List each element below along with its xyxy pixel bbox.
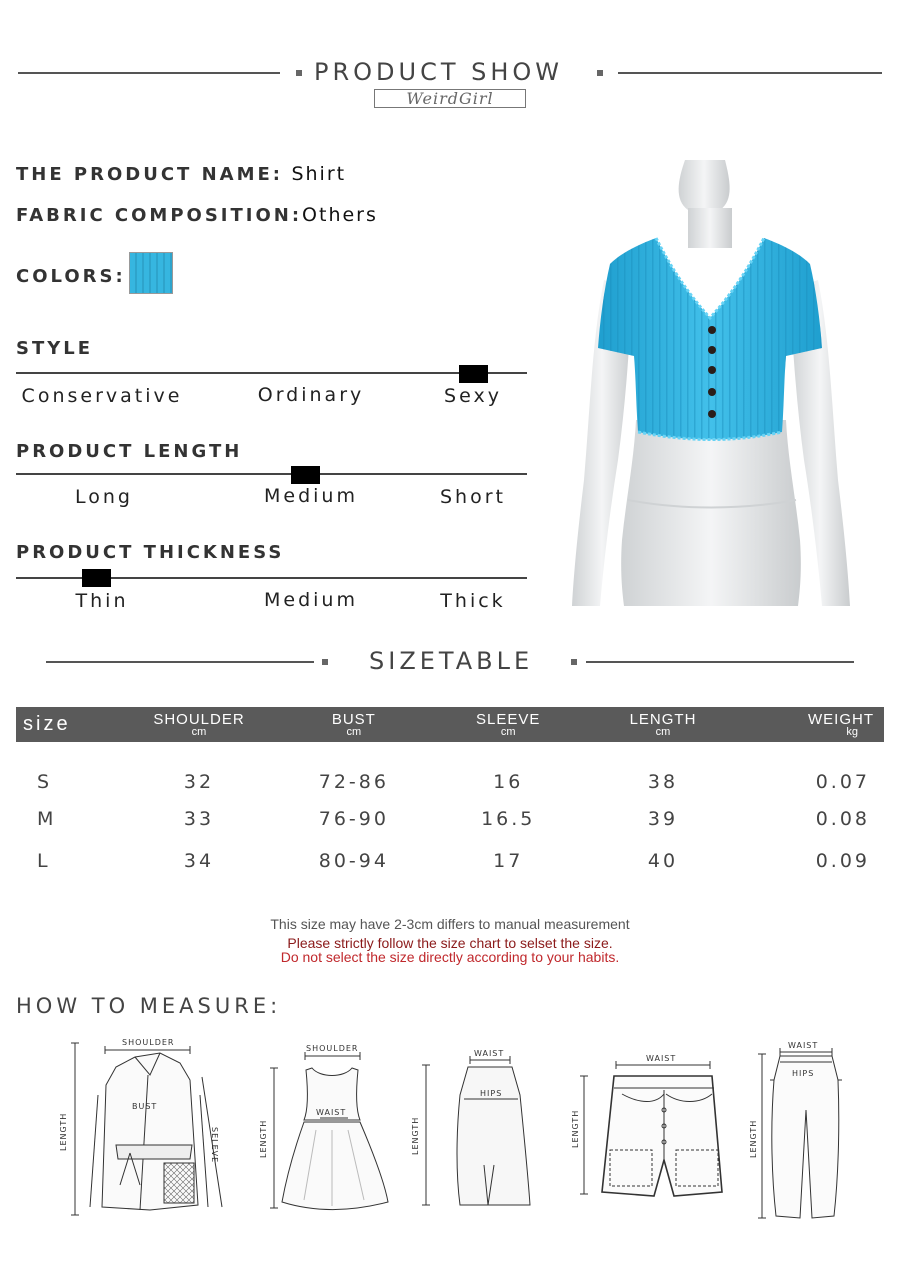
- header-rule-left: [18, 72, 280, 74]
- scale-option-selected: Sexy: [444, 385, 502, 407]
- table-row: [16, 838, 884, 884]
- size-column-header: size: [16, 707, 121, 742]
- product-photo: [570, 160, 852, 606]
- table-cell: 40: [647, 850, 679, 872]
- size-cell: S: [37, 770, 53, 793]
- hips-label: HIPS: [480, 1089, 503, 1098]
- column-header: [121, 707, 277, 742]
- table-cell: 0.07: [815, 770, 870, 793]
- shoulder-label: SHOULDER: [122, 1038, 175, 1047]
- scale-track: [16, 372, 527, 374]
- colors-label: COLORS:: [16, 266, 126, 287]
- waist-label: WAIST: [788, 1041, 819, 1050]
- length-label: LENGTH: [749, 1119, 758, 1158]
- scale-marker: [82, 569, 111, 587]
- scale-title: PRODUCT LENGTH: [16, 441, 243, 462]
- column-header: [277, 707, 431, 742]
- scale-option: Thick: [440, 590, 506, 612]
- table-row: [16, 742, 884, 800]
- jacket-measure-diagram: [60, 1035, 240, 1220]
- column-unit: cm: [500, 725, 516, 738]
- product-name-row: [16, 163, 346, 185]
- size-table-header: [16, 707, 884, 742]
- note-measurement: This size may have 2-3cm differs to manual measurement: [270, 916, 630, 932]
- table-cell: 32: [183, 770, 215, 793]
- table-cell: 76-90: [318, 808, 389, 830]
- sizetable-rule-left: [46, 661, 314, 663]
- header-rule-right: [618, 72, 882, 74]
- pants-measure-diagram: [748, 1040, 868, 1225]
- dress-measure-diagram: [260, 1040, 400, 1215]
- scale-option: Ordinary: [257, 384, 365, 406]
- sizetable-title: SIZETABLE: [369, 647, 534, 675]
- scale-title: PRODUCT THICKNESS: [16, 542, 285, 563]
- scale-track: [16, 473, 527, 475]
- brand-name: WeirdGirl: [406, 89, 494, 108]
- product-name-value: Shirt: [291, 163, 347, 185]
- table-cell: 34: [183, 850, 215, 872]
- table-cell: 33: [183, 808, 215, 830]
- header-bullet-left: [296, 70, 302, 76]
- table-cell: 16: [493, 770, 524, 793]
- blue-crop-shirt: [598, 238, 822, 440]
- fabric-label: FABRIC COMPOSITION:: [16, 205, 303, 226]
- column-header: [586, 707, 741, 742]
- product-name-label: THE PRODUCT NAME:: [16, 164, 283, 185]
- shorts-measure-diagram: [570, 1050, 730, 1200]
- scale-option: Long: [75, 486, 133, 508]
- table-cell: 0.09: [815, 850, 870, 872]
- how-to-measure-title: HOW TO MEASURE:: [16, 994, 282, 1018]
- note-habits: Do not select the size directly according to your habits.: [280, 949, 620, 965]
- column-header: [740, 707, 884, 742]
- page-title: PRODUCT SHOW: [314, 58, 564, 86]
- skirt-measure-diagram: [410, 1045, 550, 1215]
- column-name: LENGTH: [629, 710, 697, 728]
- column-unit: cm: [346, 725, 362, 738]
- sizetable-rule-right: [586, 661, 854, 663]
- scale-option-selected: Medium: [264, 485, 358, 507]
- column-unit: cm: [191, 725, 207, 738]
- table-row: [16, 800, 884, 838]
- hips-label: HIPS: [792, 1069, 815, 1078]
- column-name: SLEEVE: [476, 710, 541, 728]
- fabric-row: [16, 204, 378, 226]
- scale-title: STYLE: [16, 338, 94, 359]
- scale-option: Conservative: [21, 385, 183, 407]
- column-name: BUST: [331, 710, 376, 728]
- length-label: LENGTH: [259, 1119, 268, 1158]
- sizetable-bullet-right: [571, 659, 577, 665]
- waist-label: WAIST: [474, 1049, 505, 1058]
- fabric-value: Others: [302, 204, 378, 226]
- length-label: LENGTH: [59, 1112, 68, 1151]
- size-cell: L: [37, 850, 51, 872]
- sleeve-label: SELEVE: [210, 1127, 219, 1164]
- table-cell: 16.5: [481, 808, 536, 830]
- column-unit: cm: [655, 725, 671, 738]
- note-follow-chart: Please strictly follow the size chart to selset the size.: [287, 935, 613, 951]
- column-name: WEIGHT: [808, 710, 874, 728]
- shoulder-label: SHOULDER: [306, 1044, 359, 1053]
- waist-label: WAIST: [646, 1054, 677, 1063]
- size-table: [16, 707, 884, 884]
- table-cell: 80-94: [318, 850, 389, 872]
- table-cell: 0.08: [815, 808, 870, 830]
- scale-option: Short: [440, 486, 506, 508]
- header-bullet-right: [597, 70, 603, 76]
- column-name: SHOULDER: [153, 710, 245, 728]
- table-cell: 39: [647, 808, 679, 830]
- length-label: LENGTH: [411, 1116, 420, 1155]
- waist-label: WAIST: [316, 1108, 347, 1117]
- scale-option: Medium: [264, 589, 358, 611]
- scale-marker: [459, 365, 488, 383]
- sizetable-bullet-left: [322, 659, 328, 665]
- column-unit: kg: [846, 725, 858, 738]
- table-cell: 38: [647, 770, 679, 793]
- column-header: [431, 707, 586, 742]
- scale-option-selected: Thin: [75, 590, 129, 612]
- bust-label: BUST: [132, 1102, 158, 1111]
- length-label: LENGTH: [571, 1109, 580, 1148]
- color-swatch[interactable]: [129, 252, 173, 294]
- brand-box: [374, 89, 526, 108]
- size-cell: M: [37, 808, 57, 830]
- scale-marker: [291, 466, 320, 484]
- table-cell: 72-86: [318, 770, 389, 793]
- table-cell: 17: [493, 850, 524, 872]
